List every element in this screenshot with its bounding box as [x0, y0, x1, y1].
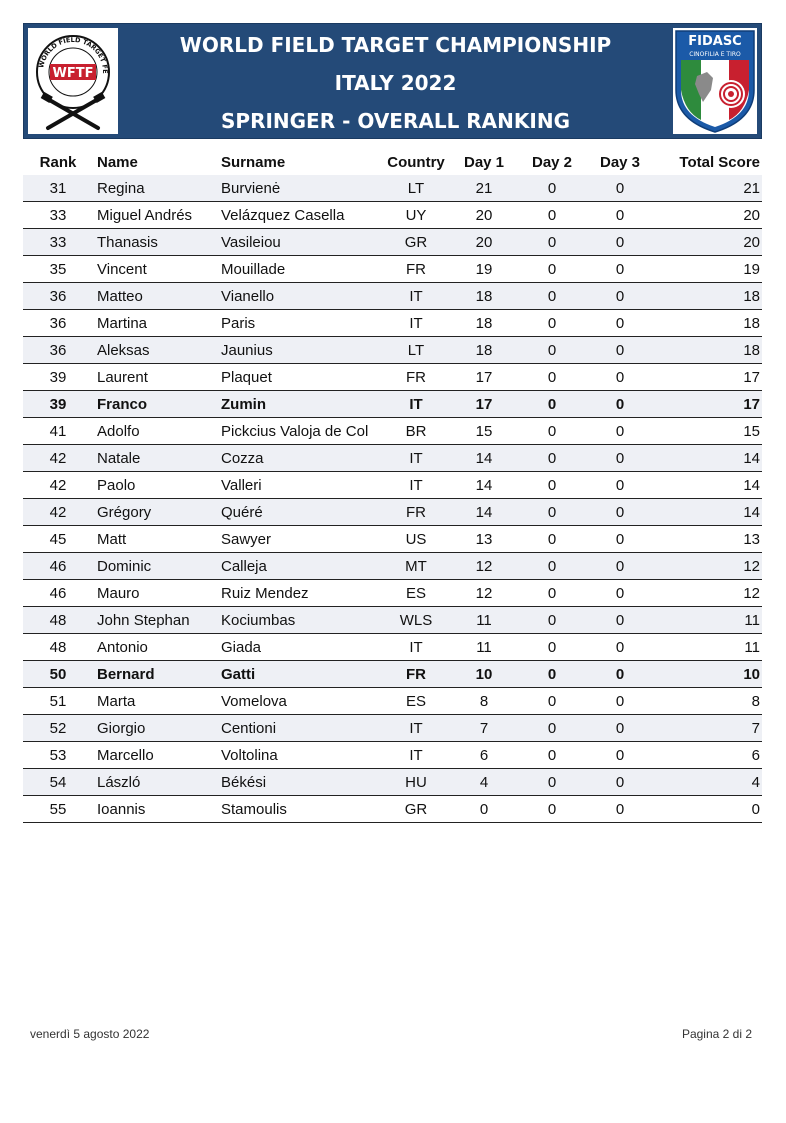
cell-total: 10 — [655, 661, 762, 688]
cell-day2: 0 — [519, 661, 585, 688]
cell-day3: 0 — [585, 445, 655, 472]
cell-day2: 0 — [519, 472, 585, 499]
cell-country: IT — [383, 472, 449, 499]
cell-total: 11 — [655, 634, 762, 661]
cell-country: IT — [383, 391, 449, 418]
cell-day1: 17 — [449, 391, 519, 418]
cell-rank: 52 — [23, 715, 93, 742]
table-row — [23, 472, 762, 499]
table-row — [23, 553, 762, 580]
cell-rank: 46 — [23, 580, 93, 607]
table-row — [23, 526, 762, 553]
cell-name: Adolfo — [93, 418, 217, 445]
table-row — [23, 202, 762, 229]
cell-rank: 48 — [23, 607, 93, 634]
cell-day1: 4 — [449, 769, 519, 796]
cell-country: GR — [383, 229, 449, 256]
cell-day2: 0 — [519, 526, 585, 553]
cell-day3: 0 — [585, 715, 655, 742]
table-row — [23, 661, 762, 688]
cell-day3: 0 — [585, 688, 655, 715]
col-header-rank: Rank — [39, 153, 77, 171]
table-row — [23, 607, 762, 634]
cell-day2: 0 — [519, 742, 585, 769]
cell-rank: 50 — [23, 661, 93, 688]
table-row — [23, 688, 762, 715]
ranking-body — [23, 175, 762, 823]
cell-name: Regina — [93, 175, 217, 202]
cell-name: Marcello — [93, 742, 217, 769]
cell-surname: Mouillade — [217, 256, 383, 283]
cell-day2: 0 — [519, 634, 585, 661]
table-row — [23, 283, 762, 310]
cell-day1: 0 — [449, 796, 519, 823]
cell-day2: 0 — [519, 715, 585, 742]
cell-name: Franco — [93, 391, 217, 418]
cell-day2: 0 — [519, 445, 585, 472]
cell-country: FR — [383, 364, 449, 391]
cell-surname: Cozza — [217, 445, 383, 472]
col-header-surname: Surname — [221, 153, 286, 171]
cell-day1: 18 — [449, 337, 519, 364]
cell-name: Marta — [93, 688, 217, 715]
cell-country: IT — [383, 283, 449, 310]
cell-country: US — [383, 526, 449, 553]
cell-country: IT — [383, 742, 449, 769]
cell-country: MT — [383, 553, 449, 580]
cell-day3: 0 — [585, 742, 655, 769]
col-header-day2: Day 2 — [531, 153, 573, 171]
cell-day2: 0 — [519, 499, 585, 526]
cell-surname: Plaquet — [217, 364, 383, 391]
cell-surname: Jaunius — [217, 337, 383, 364]
cell-total: 7 — [655, 715, 762, 742]
cell-surname: Centioni — [217, 715, 383, 742]
col-header-day3: Day 3 — [599, 153, 641, 171]
cell-rank: 36 — [23, 337, 93, 364]
cell-country: IT — [383, 445, 449, 472]
cell-day3: 0 — [585, 769, 655, 796]
table-row — [23, 580, 762, 607]
cell-day3: 0 — [585, 580, 655, 607]
cell-rank: 41 — [23, 418, 93, 445]
footer-date: venerdì 5 agosto 2022 — [30, 1027, 150, 1041]
cell-country: GR — [383, 796, 449, 823]
cell-name: John Stephan — [93, 607, 217, 634]
cell-day1: 20 — [449, 202, 519, 229]
cell-name: Bernard — [93, 661, 217, 688]
col-header-total: Total Score — [679, 153, 760, 171]
cell-day3: 0 — [585, 418, 655, 445]
cell-name: Laurent — [93, 364, 217, 391]
cell-surname: Burvienė — [217, 175, 383, 202]
cell-rank: 45 — [23, 526, 93, 553]
cell-country: HU — [383, 769, 449, 796]
table-row — [23, 769, 762, 796]
cell-country: LT — [383, 175, 449, 202]
cell-rank: 36 — [23, 283, 93, 310]
cell-rank: 36 — [23, 310, 93, 337]
cell-rank: 31 — [23, 175, 93, 202]
cell-country: UY — [383, 202, 449, 229]
cell-surname: Gatti — [217, 661, 383, 688]
cell-rank: 42 — [23, 472, 93, 499]
wftf-logo — [28, 28, 118, 134]
cell-day3: 0 — [585, 283, 655, 310]
cell-surname: Békési — [217, 769, 383, 796]
cell-day2: 0 — [519, 580, 585, 607]
fidasc-logo — [673, 28, 757, 134]
cell-name: László — [93, 769, 217, 796]
cell-surname: Valleri — [217, 472, 383, 499]
cell-country: WLS — [383, 607, 449, 634]
cell-surname: Voltolina — [217, 742, 383, 769]
cell-rank: 33 — [23, 202, 93, 229]
title-ranking: SPRINGER - OVERALL RANKING — [221, 109, 570, 133]
cell-day2: 0 — [519, 256, 585, 283]
cell-day3: 0 — [585, 526, 655, 553]
col-header-country: Country — [387, 153, 445, 171]
cell-day3: 0 — [585, 256, 655, 283]
table-row — [23, 715, 762, 742]
cell-rank: 54 — [23, 769, 93, 796]
cell-name: Vincent — [93, 256, 217, 283]
cell-total: 18 — [655, 310, 762, 337]
cell-rank: 51 — [23, 688, 93, 715]
cell-day2: 0 — [519, 283, 585, 310]
cell-surname: Vasileiou — [217, 229, 383, 256]
cell-day2: 0 — [519, 310, 585, 337]
cell-day3: 0 — [585, 337, 655, 364]
cell-surname: Vomelova — [217, 688, 383, 715]
cell-name: Ioannis — [93, 796, 217, 823]
cell-total: 6 — [655, 742, 762, 769]
cell-rank: 35 — [23, 256, 93, 283]
cell-total: 8 — [655, 688, 762, 715]
cell-day1: 21 — [449, 175, 519, 202]
col-header-day1: Day 1 — [463, 153, 505, 171]
cell-country: IT — [383, 310, 449, 337]
cell-day1: 19 — [449, 256, 519, 283]
cell-country: FR — [383, 256, 449, 283]
table-row — [23, 364, 762, 391]
cell-rank: 46 — [23, 553, 93, 580]
cell-total: 13 — [655, 526, 762, 553]
cell-name: Aleksas — [93, 337, 217, 364]
cell-total: 20 — [655, 202, 762, 229]
cell-total: 12 — [655, 580, 762, 607]
table-row — [23, 742, 762, 769]
table-row — [23, 499, 762, 526]
cell-surname: Velázquez Casella — [217, 202, 383, 229]
cell-day3: 0 — [585, 472, 655, 499]
footer-page-number: Pagina 2 di 2 — [681, 1027, 752, 1041]
svg-text:WFTF: WFTF — [52, 66, 94, 81]
table-header-row — [23, 149, 762, 175]
cell-day2: 0 — [519, 418, 585, 445]
cell-total: 14 — [655, 499, 762, 526]
cell-rank: 33 — [23, 229, 93, 256]
cell-day2: 0 — [519, 202, 585, 229]
header-titles — [124, 24, 667, 138]
table-row — [23, 175, 762, 202]
cell-day2: 0 — [519, 229, 585, 256]
cell-day1: 11 — [449, 607, 519, 634]
cell-day3: 0 — [585, 661, 655, 688]
cell-name: Miguel Andrés — [93, 202, 217, 229]
cell-country: BR — [383, 418, 449, 445]
cell-day3: 0 — [585, 175, 655, 202]
svg-text:FIDASC: FIDASC — [688, 34, 742, 49]
cell-country: FR — [383, 661, 449, 688]
svg-text:WORLD FIELD TARGET FEDERATION: WORLD FIELD TARGET FE — [37, 35, 110, 74]
cell-day2: 0 — [519, 337, 585, 364]
cell-total: 17 — [655, 391, 762, 418]
cell-day3: 0 — [585, 553, 655, 580]
cell-rank: 42 — [23, 499, 93, 526]
cell-total: 20 — [655, 229, 762, 256]
cell-country: IT — [383, 715, 449, 742]
cell-day2: 0 — [519, 175, 585, 202]
cell-day1: 12 — [449, 553, 519, 580]
cell-day3: 0 — [585, 499, 655, 526]
cell-day3: 0 — [585, 310, 655, 337]
cell-name: Antonio — [93, 634, 217, 661]
cell-country: FR — [383, 499, 449, 526]
cell-total: 17 — [655, 364, 762, 391]
svg-text:CINOFILIA E TIRO: CINOFILIA E TIRO — [689, 51, 741, 58]
title-location: ITALY 2022 — [334, 71, 457, 95]
cell-rank: 42 — [23, 445, 93, 472]
cell-total: 0 — [655, 796, 762, 823]
cell-surname: Sawyer — [217, 526, 383, 553]
table-row — [23, 418, 762, 445]
cell-country: LT — [383, 337, 449, 364]
cell-surname: Paris — [217, 310, 383, 337]
cell-day1: 18 — [449, 283, 519, 310]
cell-day1: 6 — [449, 742, 519, 769]
cell-surname: Calleja — [217, 553, 383, 580]
cell-total: 4 — [655, 769, 762, 796]
cell-name: Thanasis — [93, 229, 217, 256]
cell-day1: 15 — [449, 418, 519, 445]
cell-day2: 0 — [519, 391, 585, 418]
cell-country: IT — [383, 634, 449, 661]
cell-surname: Kociumbas — [217, 607, 383, 634]
cell-rank: 39 — [23, 391, 93, 418]
cell-surname: Stamoulis — [217, 796, 383, 823]
cell-day2: 0 — [519, 688, 585, 715]
cell-country: ES — [383, 580, 449, 607]
cell-total: 18 — [655, 283, 762, 310]
cell-total: 18 — [655, 337, 762, 364]
cell-day3: 0 — [585, 607, 655, 634]
cell-day1: 11 — [449, 634, 519, 661]
cell-day2: 0 — [519, 607, 585, 634]
table-row — [23, 256, 762, 283]
cell-total: 19 — [655, 256, 762, 283]
cell-rank: 55 — [23, 796, 93, 823]
cell-rank: 53 — [23, 742, 93, 769]
cell-surname: Zumin — [217, 391, 383, 418]
cell-day1: 14 — [449, 499, 519, 526]
col-header-name: Name — [97, 153, 138, 171]
cell-total: 21 — [655, 175, 762, 202]
cell-day3: 0 — [585, 796, 655, 823]
cell-surname: Pickcius Valoja de Col — [217, 418, 383, 445]
cell-day1: 14 — [449, 445, 519, 472]
cell-total: 11 — [655, 607, 762, 634]
title-championship: WORLD FIELD TARGET CHAMPIONSHIP — [179, 33, 612, 57]
cell-day2: 0 — [519, 364, 585, 391]
cell-name: Martina — [93, 310, 217, 337]
cell-day3: 0 — [585, 391, 655, 418]
cell-day1: 12 — [449, 580, 519, 607]
cell-name: Grégory — [93, 499, 217, 526]
cell-day3: 0 — [585, 229, 655, 256]
cell-country: ES — [383, 688, 449, 715]
cell-name: Giorgio — [93, 715, 217, 742]
cell-total: 15 — [655, 418, 762, 445]
cell-name: Natale — [93, 445, 217, 472]
cell-name: Matt — [93, 526, 217, 553]
cell-surname: Quéré — [217, 499, 383, 526]
cell-name: Matteo — [93, 283, 217, 310]
cell-total: 14 — [655, 445, 762, 472]
cell-day3: 0 — [585, 364, 655, 391]
cell-day2: 0 — [519, 553, 585, 580]
cell-day3: 0 — [585, 202, 655, 229]
cell-day1: 18 — [449, 310, 519, 337]
cell-day1: 20 — [449, 229, 519, 256]
cell-rank: 48 — [23, 634, 93, 661]
cell-name: Paolo — [93, 472, 217, 499]
cell-name: Dominic — [93, 553, 217, 580]
ranking-table — [23, 149, 762, 823]
header-banner — [23, 23, 762, 139]
cell-day1: 10 — [449, 661, 519, 688]
table-row — [23, 391, 762, 418]
table-row — [23, 229, 762, 256]
cell-day3: 0 — [585, 634, 655, 661]
cell-total: 12 — [655, 553, 762, 580]
cell-day1: 8 — [449, 688, 519, 715]
cell-day2: 0 — [519, 796, 585, 823]
table-row — [23, 445, 762, 472]
cell-day1: 13 — [449, 526, 519, 553]
cell-day1: 14 — [449, 472, 519, 499]
cell-surname: Ruiz Mendez — [217, 580, 383, 607]
table-row — [23, 634, 762, 661]
cell-surname: Giada — [217, 634, 383, 661]
cell-day1: 17 — [449, 364, 519, 391]
cell-total: 14 — [655, 472, 762, 499]
table-row — [23, 337, 762, 364]
table-row — [23, 796, 762, 823]
cell-rank: 39 — [23, 364, 93, 391]
cell-name: Mauro — [93, 580, 217, 607]
table-row — [23, 310, 762, 337]
cell-day1: 7 — [449, 715, 519, 742]
cell-surname: Vianello — [217, 283, 383, 310]
cell-day2: 0 — [519, 769, 585, 796]
